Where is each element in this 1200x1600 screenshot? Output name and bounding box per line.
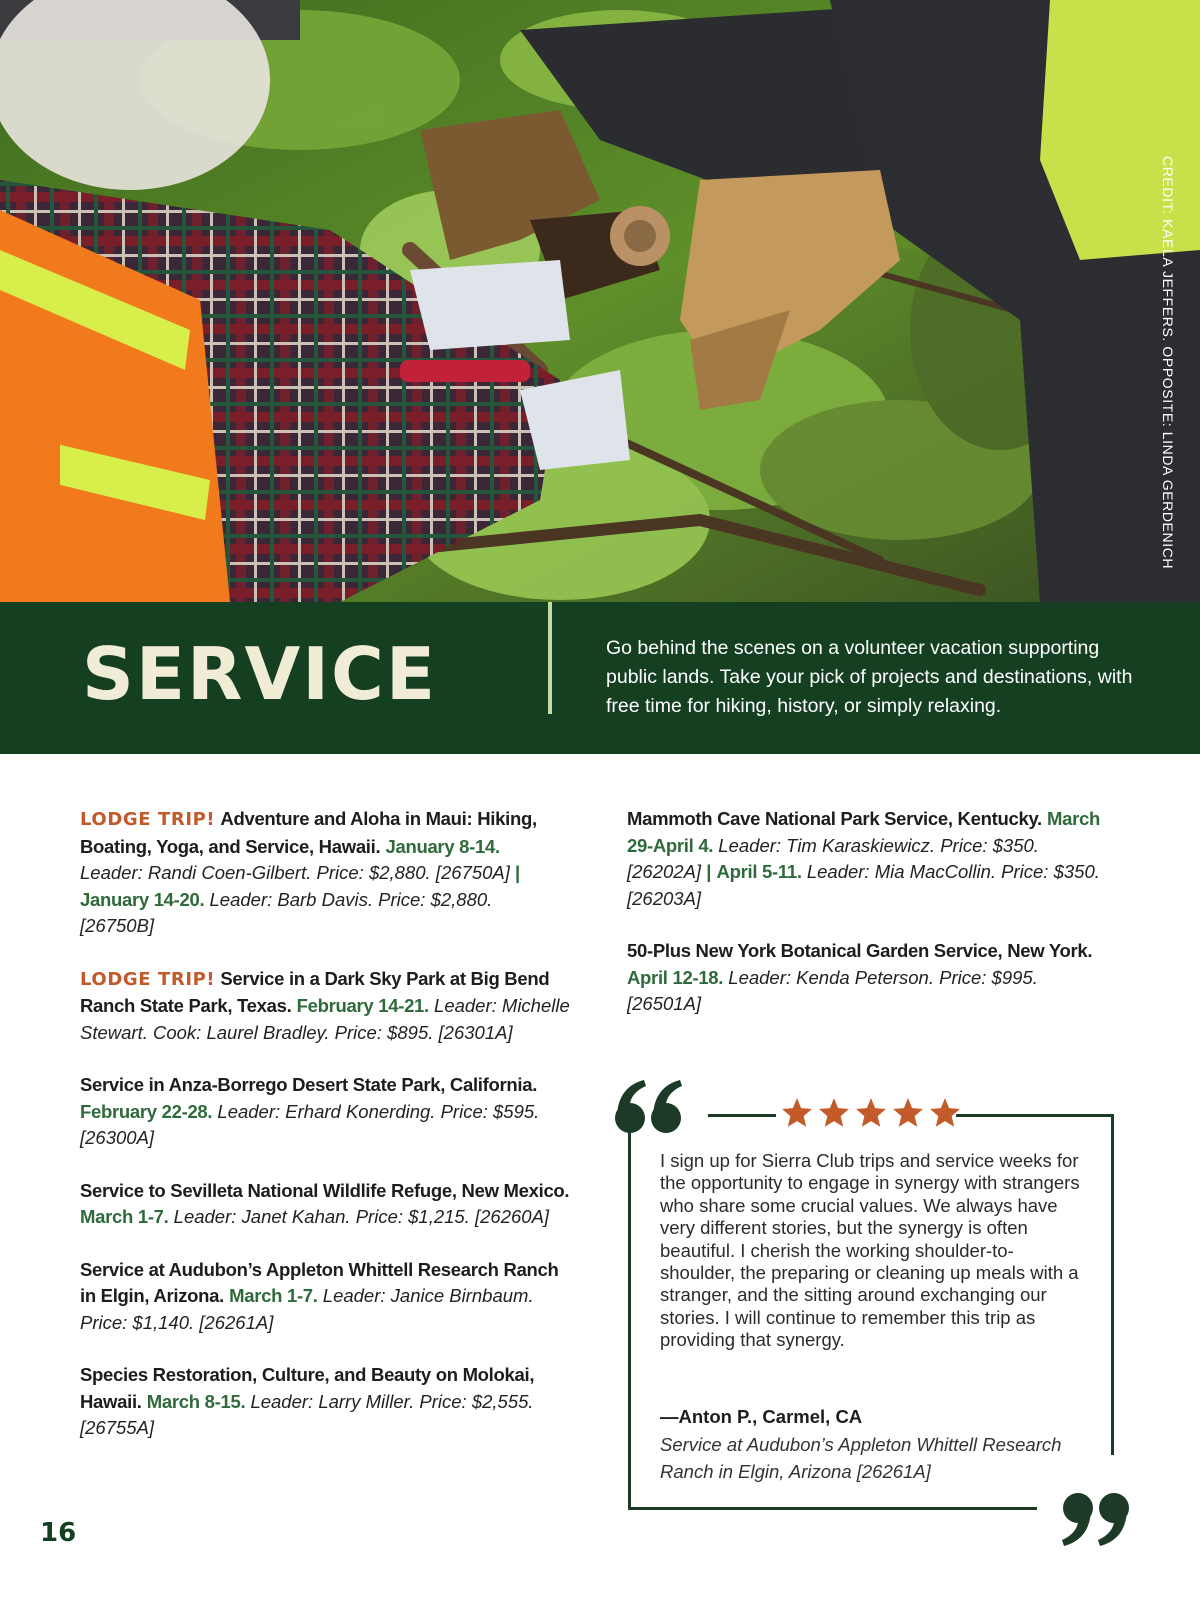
- lodge-trip-tag: LODGE TRIP!: [80, 809, 216, 830]
- star-icon: [780, 1096, 814, 1130]
- section-banner: [0, 602, 1200, 754]
- trip-item: [80, 1178, 570, 1231]
- testimonial-trip: Service at Audubon’s Appleton Whittell Research Ranch in Elgin, Arizona [26261A]: [660, 1434, 1062, 1482]
- trip-details: Leader: Janice Birnbaum. Price: $1,140. [26261A]: [80, 1285, 534, 1333]
- testimonial-author: —Anton P., Carmel, CA: [660, 1406, 863, 1427]
- trip-date: April 12-18.: [627, 966, 724, 988]
- trip-details: Leader: Kenda Peterson. Price: $995. [26501A]: [627, 966, 1038, 1014]
- testimonial-text: I sign up for Sierra Club trips and service weeks for the opportunity to engage in synergy with strangers who share some crucial values. We always have very different stories, but the synergy is often beautiful. I cherish the working shoulder-to-shoulder, the preparing or cleaning up meals with a stranger, and the sitting around exchanging our stories. I will continue to remember this trip as providing that synergy.: [660, 1150, 1080, 1351]
- star-icon: [817, 1096, 851, 1130]
- trip-item: [80, 1257, 570, 1337]
- section-intro: Go behind the scenes on a volunteer vacation supporting public lands. Take your pick of projects and destinations, with free time for hiking, history, or simply relaxing.: [606, 637, 1133, 717]
- page-number: 16: [40, 1518, 77, 1548]
- star-icon: [891, 1096, 925, 1130]
- banner-divider: [548, 602, 552, 714]
- trip-item: [80, 1072, 570, 1152]
- star-icon: [854, 1096, 888, 1130]
- trip-name: Service in Anza-Borrego Desert State Park, California.: [80, 1074, 538, 1095]
- trip-details: Leader: Barb Davis. Price: $2,880. [26750B]: [80, 888, 493, 936]
- trip-name: Species Restoration, Culture, and Beauty on Molokai, Hawaii.: [80, 1364, 535, 1412]
- trip-item: LODGE TRIP! Adventure and Aloha in Maui: Hiking, Boating, Yoga, and Service, Hawaii. January 8-14. Leader: Randi Coen-Gilbert. Price: $2,880. [26750A] | January 14-20. Leader: Barb Davis. Price: $2,880. [26750B]: [80, 808, 537, 936]
- trip-item: [627, 938, 1117, 1018]
- trip-item: [80, 966, 570, 1047]
- trip-details: Leader: Janet Kahan. Price: $1,215. [26260A]: [173, 1206, 550, 1227]
- photo-credit: CREDIT: KAELA JEFFERS. OPPOSITE: LINDA GERDENICH: [1160, 156, 1176, 570]
- trip-details: Leader: Tim Karaskiewicz. Price: $350. [26202A]: [627, 834, 1039, 882]
- lodge-trip-tag: LODGE TRIP!: [80, 968, 216, 990]
- trip-item: Mammoth Cave National Park Service, Kentucky. March 29-April 4. Leader: Tim Karaskiewicz. Price: $350. [26202A] | April 5-11. Leader: Mia MacCollin. Price: $350. [26203A]: [627, 808, 1101, 909]
- trip-date: March 8-15.: [146, 1390, 246, 1412]
- trip-date: March 29-April 4.: [627, 808, 1101, 856]
- hero-photo: [0, 0, 1200, 602]
- trip-name: 50-Plus New York Botanical Garden Service, New York.: [627, 940, 1093, 961]
- trip-list-left: [80, 806, 570, 1468]
- trip-date: February 22-28.: [80, 1100, 213, 1122]
- trip-details: Leader: Erhard Konerding. Price: $595. [26300A]: [80, 1100, 540, 1148]
- trip-details: Leader: Mia MacCollin. Price: $350. [26203A]: [627, 861, 1100, 909]
- close-quote-icon: [1058, 1488, 1130, 1548]
- trip-item: [80, 1362, 570, 1442]
- trip-date: February 14-21.: [296, 995, 429, 1016]
- trip-date: March 1-7.: [229, 1285, 318, 1306]
- trip-name: Service to Sevilleta National Wildlife Refuge, New Mexico.: [80, 1179, 570, 1201]
- trip-date: January 8-14.: [385, 835, 500, 857]
- star-icon: [928, 1096, 962, 1130]
- trip-date: April 5-11.: [716, 861, 802, 882]
- trip-name: Adventure and Aloha in Maui: Hiking, Boating, Yoga, and Service, Hawaii.: [80, 808, 537, 857]
- section-title: SERVICE: [82, 632, 438, 716]
- trip-name: Service in a Dark Sky Park at Big Bend Ranch State Park, Texas.: [80, 967, 550, 1016]
- trip-details: Leader: Michelle Stewart. Cook: Laurel Bradley. Price: $895. [26301A]: [80, 995, 570, 1043]
- photo-illustration: [0, 0, 1200, 602]
- trip-name: Mammoth Cave National Park Service, Kentucky.: [627, 808, 1042, 829]
- trip-list-right: [627, 806, 1117, 1044]
- trip-date: March 1-7.: [80, 1206, 169, 1227]
- star-rating: [780, 1096, 962, 1130]
- trip-details: Leader: Larry Miller. Price: $2,555. [26755A]: [80, 1390, 534, 1438]
- trip-name: Service at Audubon’s Appleton Whittell Research Ranch in Elgin, Arizona.: [80, 1258, 559, 1306]
- trip-date: January 14-20.: [80, 888, 205, 910]
- open-quote-icon: [614, 1078, 686, 1138]
- trip-details: Leader: Randi Coen-Gilbert. Price: $2,880. [26750A]: [80, 862, 510, 883]
